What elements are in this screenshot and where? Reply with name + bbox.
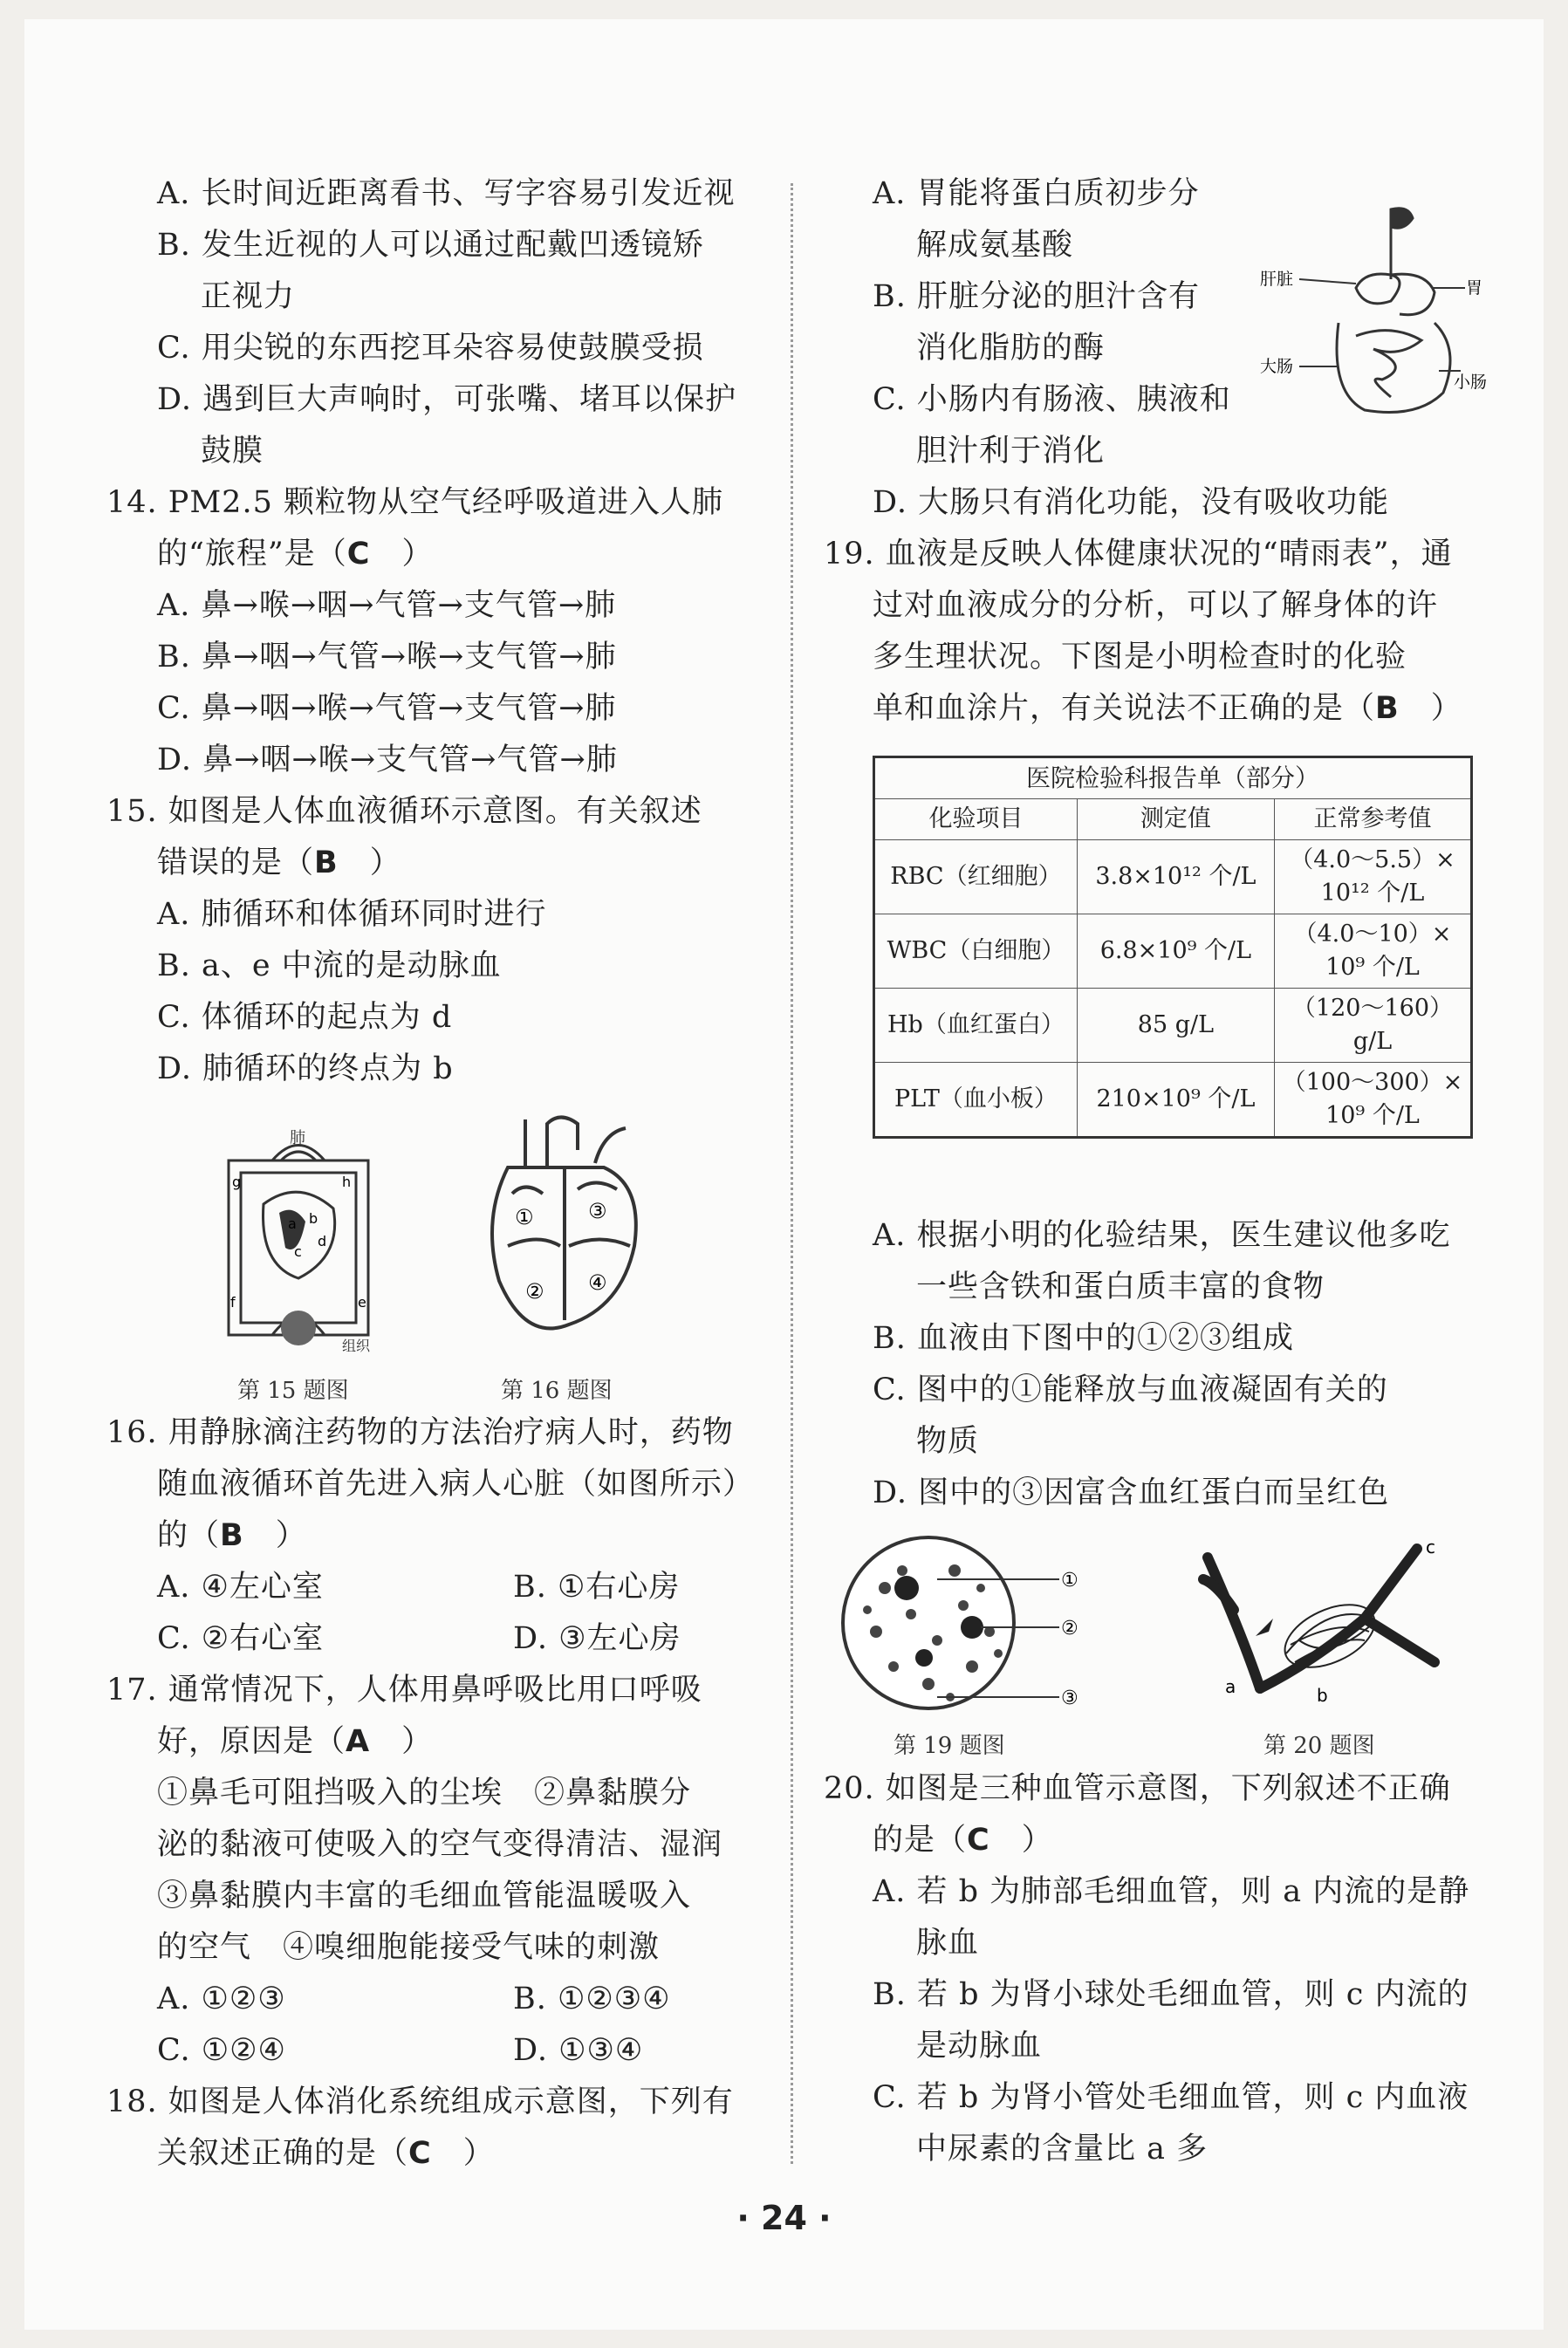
fig19-label-2: ② — [1061, 1618, 1078, 1639]
q19-option-d: D. 图中的③因富含血红蛋白而呈红色 — [873, 1475, 1390, 1510]
q16-stem: 16. 用静脉滴注药物的方法治疗病人时，药物 — [106, 1415, 734, 1450]
fig15-letter-c: c — [294, 1243, 302, 1260]
table-row — [874, 914, 1472, 989]
q14-option-a: A. 鼻→喉→咽→气管→支气管→肺 — [157, 588, 617, 623]
table-title: 医院检验科报告单（部分） — [874, 757, 1472, 799]
q15-stem-cont: 错误的是（B ） — [157, 845, 401, 880]
q18-option-b: B. 肝脏分泌的胆汁含有 — [873, 279, 1200, 314]
q15-answer: B — [314, 845, 339, 880]
table-cell-value: 6.8×10⁹ 个/L — [1077, 914, 1274, 989]
q18-answer: C — [408, 2136, 432, 2171]
fig19-label-3: ③ — [1061, 1687, 1078, 1709]
blood-smear-diagram — [841, 1536, 1103, 1719]
q19-stem-4: 单和血涂片，有关说法不正确的是（B ） — [873, 691, 1462, 726]
q17-statement-3: ③鼻黏膜内丰富的毛细血管能温暖吸入 — [157, 1879, 692, 1913]
fig19-caption: 第 19 题图 — [894, 1733, 1005, 1759]
fig16-label-4: ④ — [588, 1270, 607, 1295]
q19-stem-2: 过对血液成分的分析，可以了解身体的许 — [873, 588, 1439, 623]
q18-option-a: A. 胃能将蛋白质初步分 — [873, 176, 1200, 211]
table-cell-reference: （100～300）× 10⁹ 个/L — [1274, 1063, 1471, 1138]
q14-stem-cont: 的“旅程”是（C ） — [157, 537, 434, 572]
fig15-letter-h: h — [342, 1174, 352, 1190]
q13-option-a: A. 长时间近距离看书、写字容易引发近视 — [157, 176, 736, 211]
q19-option-a-cont: 一些含铁和蛋白质丰富的食物 — [916, 1270, 1325, 1304]
circulation-diagram — [211, 1126, 386, 1352]
q13-option-b: B. 发生近视的人可以通过配戴凹透镜矫 — [157, 228, 704, 263]
fig15-letter-d: d — [318, 1233, 327, 1249]
q19-answer: B — [1375, 691, 1400, 726]
q20-option-b: B. 若 b 为肾小球处毛细血管，则 c 内流的 — [873, 1977, 1469, 2012]
fig18-label-small-intestine: 小肠 — [1454, 373, 1487, 392]
table-cell-reference: （4.0～10）× 10⁹ 个/L — [1274, 914, 1471, 989]
lab-report-table — [873, 756, 1473, 1139]
q14-option-c: C. 鼻→咽→喉→气管→支气管→肺 — [157, 691, 617, 726]
table-cell-value: 3.8×10¹² 个/L — [1077, 840, 1274, 914]
q16-option-d: D. ③左心房 — [513, 1621, 681, 1656]
q17-option-c: C. ①②④ — [157, 2033, 286, 2068]
q16-stem-cont2: 的（B ） — [157, 1518, 307, 1553]
table-header: 正常参考值 — [1274, 799, 1471, 840]
q18-stem-cont: 关叙述正确的是（C ） — [157, 2136, 495, 2171]
q16-option-a: A. ④左心室 — [157, 1570, 324, 1605]
q17-option-d: D. ①③④ — [513, 2033, 644, 2068]
q18-option-b-cont: 消化脂肪的酶 — [916, 331, 1106, 366]
table-cell-value: 85 g/L — [1077, 989, 1274, 1063]
fig20-label-b: b — [1317, 1685, 1328, 1706]
table-cell-item: Hb（血红蛋白） — [874, 989, 1078, 1063]
q15-option-b: B. a、e 中流的是动脉血 — [157, 948, 502, 983]
q17-stem: 17. 通常情况下，人体用鼻呼吸比用口呼吸 — [106, 1673, 702, 1708]
column-divider — [791, 183, 793, 2164]
fig15-letter-g: g — [232, 1174, 242, 1190]
q15-option-d: D. 肺循环的终点为 b — [157, 1051, 454, 1086]
q15-stem: 15. 如图是人体血液循环示意图。有关叙述 — [106, 794, 702, 829]
fig15-caption: 第 15 题图 — [237, 1378, 349, 1404]
q16-stem-cont: 随血液循环首先进入病人心脏（如图所示） — [157, 1467, 755, 1502]
table-header: 化验项目 — [874, 799, 1078, 840]
q17-statement-1: ①鼻毛可阻挡吸入的尘埃 ②鼻黏膜分 — [157, 1776, 692, 1811]
table-cell-item: WBC（白细胞） — [874, 914, 1078, 989]
q16-option-c: C. ②右心室 — [157, 1621, 325, 1656]
fig15-letter-a: a — [288, 1215, 297, 1232]
fig18-label-large-intestine: 大肠 — [1260, 357, 1294, 376]
q17-option-b: B. ①②③④ — [513, 1982, 671, 2016]
q13-option-d: D. 遇到巨大声响时，可张嘴、堵耳以保护 — [157, 382, 737, 417]
q14-option-b: B. 鼻→咽→气管→喉→支气管→肺 — [157, 640, 617, 674]
table-cell-item: PLT（血小板） — [874, 1063, 1078, 1138]
q17-stem-cont: 好，原因是（A ） — [157, 1724, 434, 1759]
fig16-label-3: ③ — [588, 1199, 607, 1223]
table-cell-reference: （4.0～5.5）× 10¹² 个/L — [1274, 840, 1471, 914]
q14-option-d: D. 鼻→咽→喉→支气管→气管→肺 — [157, 743, 618, 777]
q19-stem-3: 多生理状况。下图是小明检查时的化验 — [873, 640, 1407, 674]
digestive-system-diagram — [1260, 192, 1487, 428]
fig18-label-liver: 肝脏 — [1260, 270, 1294, 289]
table-row — [874, 989, 1472, 1063]
fig20-label-c: c — [1426, 1537, 1435, 1557]
q19-option-a: A. 根据小明的化验结果，医生建议他多吃 — [873, 1218, 1451, 1253]
table-cell-value: 210×10⁹ 个/L — [1077, 1063, 1274, 1138]
fig16-caption: 第 16 题图 — [501, 1378, 613, 1404]
q18-option-d: D. 大肠只有消化功能，没有吸收功能 — [873, 485, 1390, 520]
heart-diagram — [473, 1115, 656, 1351]
q20-option-c-cont: 中尿素的含量比 a 多 — [916, 2132, 1209, 2167]
q18-stem: 18. 如图是人体消化系统组成示意图，下列有 — [106, 2084, 734, 2119]
fig18-label-stomach: 胃 — [1466, 278, 1483, 298]
table-header: 测定值 — [1077, 799, 1274, 840]
q14-answer: C — [346, 537, 371, 572]
fig16-label-2: ② — [525, 1279, 544, 1304]
fig15-label-tissue: 组织 — [342, 1338, 371, 1352]
q18-option-a-cont: 解成氨基酸 — [916, 228, 1074, 263]
fig15-letter-b: b — [309, 1210, 318, 1227]
table-row — [874, 840, 1472, 914]
fig19-label-1: ① — [1061, 1570, 1078, 1592]
fig20-caption: 第 20 题图 — [1263, 1733, 1375, 1759]
fig15-label-lung: 肺 — [290, 1129, 305, 1147]
table-cell-reference: （120～160）g/L — [1274, 989, 1471, 1063]
q13-option-d-cont: 鼓膜 — [201, 434, 264, 469]
q15-option-a: A. 肺循环和体循环同时进行 — [157, 897, 547, 932]
q14-stem: 14. PM2.5 颗粒物从空气经呼吸道进入人肺 — [106, 485, 723, 520]
table-row — [874, 1063, 1472, 1138]
q15-option-c: C. 体循环的起点为 d — [157, 1000, 453, 1035]
table-cell-item: RBC（红细胞） — [874, 840, 1078, 914]
q20-stem: 20. 如图是三种血管示意图，下列叙述不正确 — [824, 1771, 1451, 1806]
q13-option-b-cont: 正视力 — [201, 279, 296, 314]
q20-option-a: A. 若 b 为肺部毛细血管，则 a 内流的是静 — [873, 1874, 1470, 1909]
q17-statement-4: 的空气 ④嗅细胞能接受气味的刺激 — [157, 1930, 661, 1965]
fig16-label-1: ① — [515, 1205, 534, 1229]
q18-option-c-cont: 胆汁利于消化 — [916, 434, 1106, 469]
q16-answer: B — [220, 1518, 244, 1553]
q18-option-c: C. 小肠内有肠液、胰液和 — [873, 382, 1231, 417]
q19-option-c-cont: 物质 — [916, 1424, 980, 1459]
q17-statement-2: 泌的黏液可使吸入的空气变得清洁、湿润 — [157, 1827, 723, 1862]
q17-answer: A — [346, 1724, 371, 1759]
q16-option-b: B. ①右心房 — [513, 1570, 681, 1605]
fig15-letter-f: f — [230, 1294, 236, 1311]
q20-option-b-cont: 是动脉血 — [916, 2029, 1043, 2064]
fig20-label-a: a — [1225, 1676, 1236, 1697]
q19-option-c: C. 图中的①能释放与血液凝固有关的 — [873, 1373, 1388, 1407]
page-number: · 24 · — [736, 2199, 832, 2237]
q20-option-a-cont: 脉血 — [916, 1926, 980, 1961]
q20-stem-cont: 的是（C ） — [873, 1823, 1053, 1858]
fig15-letter-e: e — [358, 1294, 366, 1311]
q17-option-a: A. ①②③ — [157, 1982, 286, 2016]
q13-option-c: C. 用尖锐的东西挖耳朵容易使鼓膜受损 — [157, 331, 704, 366]
q20-option-c: C. 若 b 为肾小管处毛细血管，则 c 内血液 — [873, 2080, 1469, 2115]
q19-stem: 19. 血液是反映人体健康状况的“晴雨表”，通 — [824, 537, 1453, 572]
q19-option-b: B. 血液由下图中的①②③组成 — [873, 1321, 1294, 1356]
blood-vessels-diagram — [1190, 1531, 1452, 1715]
q20-answer: C — [967, 1823, 990, 1858]
